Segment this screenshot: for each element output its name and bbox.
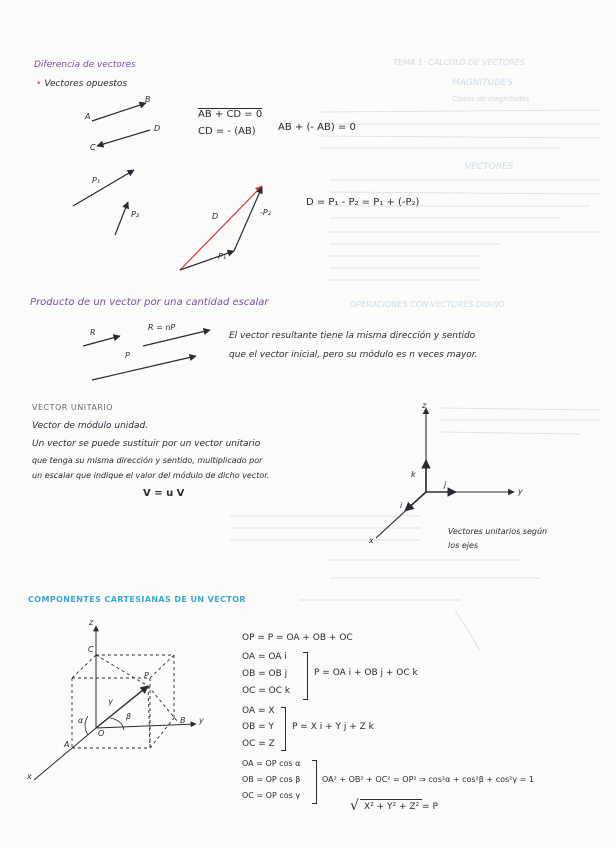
cart-eq-oc-z: OC = Z <box>242 739 275 749</box>
cart-axis-y: y <box>199 716 204 725</box>
cart-eq-p-components: P = OA i + OB j + OC k <box>314 668 418 678</box>
cart-label-gamma: γ <box>108 697 113 706</box>
section-title-producto-escalar: Producto de un vector por una cantidad escalar <box>30 297 269 308</box>
cart-label-beta: β <box>126 712 132 721</box>
unit-label-i: i <box>400 501 403 510</box>
unit-line1: Vector de módulo unidad. <box>32 421 149 431</box>
section-title-diferencia: Diferencia de vectores <box>34 60 136 70</box>
sqrt-sign: √ <box>350 798 359 814</box>
unit-label-k: k <box>411 470 416 479</box>
unit-line4: un escalar que indique el valor del módulo de dicho vector. <box>32 471 270 480</box>
unit-axis-y: y <box>518 487 523 496</box>
cart-eq-ob: OB = OB j <box>242 669 288 679</box>
label-neg-p2-triangle: -P₂ <box>260 208 271 217</box>
cart-axis-z: z <box>89 618 94 627</box>
bracket-2 <box>281 707 286 751</box>
bracket-3 <box>312 760 317 804</box>
section-title-componentes: COMPONENTES CARTESIANAS DE UN VECTOR <box>28 595 246 604</box>
cart-label-A: A <box>64 740 70 749</box>
unit-formula: V = u V <box>143 488 185 499</box>
eq-ab-plus-cd: AB + CD = 0 <box>198 109 263 120</box>
cart-label-O: O <box>98 729 105 738</box>
label-R: R <box>90 328 96 337</box>
cart-eq-oc-cos: OC = OP cos γ <box>242 791 301 800</box>
eq-ab-plus-neg-ab: AB + (- AB) = 0 <box>278 122 356 133</box>
cart-eq-p-xyz: P = X i + Y j + Z k <box>292 722 374 732</box>
label-B: B <box>145 95 151 104</box>
cart-axis-x: x <box>27 772 32 781</box>
cart-eq-oa: OA = OA i <box>242 652 287 662</box>
label-p1: P₁ <box>92 176 101 185</box>
label-C: C <box>90 143 96 152</box>
scalar-text-line2: que el vector inicial, pero su módulo es n veces mayor. <box>229 350 478 360</box>
cart-eq-op-sum: OP = P = OA + OB + OC <box>242 633 353 643</box>
eq-d-difference: D = P₁ - P₂ = P₁ + (-P₂) <box>306 197 420 208</box>
unit-caption-line2: los ejes <box>448 541 479 550</box>
cart-eq-ob-y: OB = Y <box>242 722 275 732</box>
bracket-1 <box>303 652 308 700</box>
unit-line3: que tenga su misma dirección y sentido, multiplicado por <box>32 456 263 465</box>
cart-eq-oa-cos: OA = OP cos α <box>242 759 301 768</box>
label-d-triangle: D <box>212 212 219 221</box>
sqrt-bar <box>360 799 422 800</box>
unit-axis-x: x <box>369 536 374 545</box>
unit-label-j: j <box>444 480 447 489</box>
section-title-vector-unitario: VECTOR UNITARIO <box>32 403 114 412</box>
cart-label-P: P <box>144 671 149 680</box>
ghost-heading-1: MAGNITUDES <box>452 78 513 88</box>
cart-eq-cos-identity: OA² + OB² + OC² = OP² ⇒ cos²α + cos²β + cos²γ = 1 <box>322 775 534 784</box>
unit-caption-line1: Vectores unitarios según <box>448 527 548 536</box>
cart-eq-oc: OC = OC k <box>242 686 291 696</box>
unit-line2: Un vector se puede sustituir por un vector unitario <box>32 439 261 449</box>
label-A: A <box>85 112 91 121</box>
cart-label-C: C <box>88 645 94 654</box>
vector-OP <box>96 686 148 728</box>
label-P: P <box>125 351 130 360</box>
ghost-heading-1-sub: Clases de magnitudes <box>452 95 530 103</box>
unit-axis-z: z <box>422 401 427 410</box>
cart-label-B: B <box>180 716 186 725</box>
scalar-text-line1: El vector resultante tiene la misma dirección y sentido <box>229 331 476 341</box>
cart-eq-oa-x: OA = X <box>242 706 275 716</box>
ghost-heading-3: OPERACIONES CON VECTORES DIBUJO <box>350 300 505 309</box>
label-p1-triangle: P₁ <box>218 252 227 261</box>
label-D: D <box>154 124 161 133</box>
ghost-heading-2: VECTORES <box>465 162 514 172</box>
cart-eq-ob-cos: OB = OP cos β <box>242 775 301 784</box>
label-R-equals-nP: R = nP <box>148 323 176 332</box>
label-p2: P₂ <box>131 210 140 219</box>
eq-cd-neg-ab: CD = - (AB) <box>198 126 256 137</box>
ghost-title: TEMA 1: CÁLCULO DE VECTORES <box>393 58 525 67</box>
cart-eq-modulus: X² + Y² + Z² = P <box>364 802 438 812</box>
cart-label-alpha: α <box>78 716 84 725</box>
bullet-vectores-opuestos: • Vectores opuestos <box>36 79 127 89</box>
